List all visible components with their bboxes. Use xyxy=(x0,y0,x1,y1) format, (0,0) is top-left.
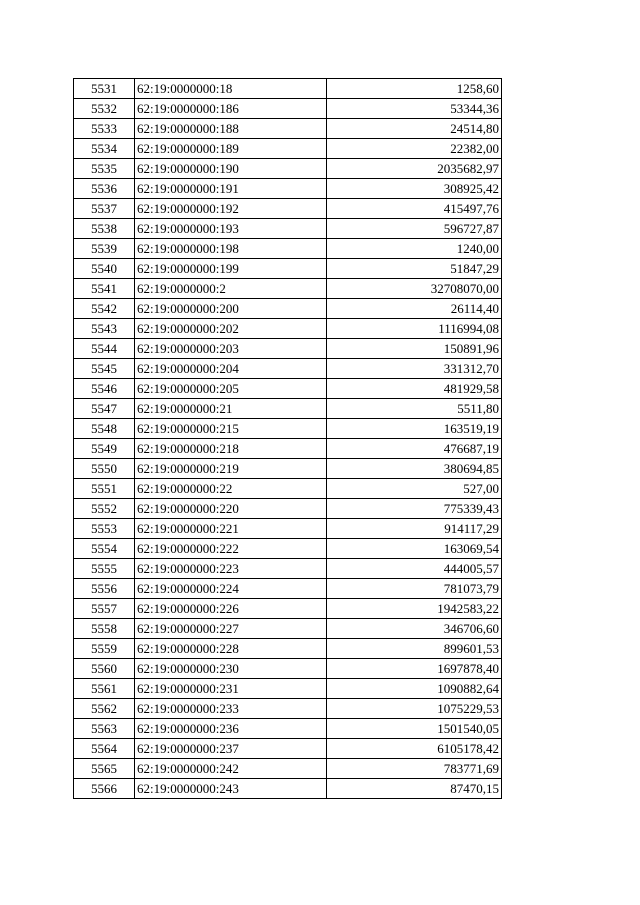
cadastral-number: 62:19:0000000:193 xyxy=(135,219,327,239)
cadastral-number: 62:19:0000000:188 xyxy=(135,119,327,139)
table-row xyxy=(74,539,502,559)
row-number: 5541 xyxy=(74,279,135,299)
cadastral-value: 783771,69 xyxy=(327,759,502,779)
row-number: 5539 xyxy=(74,239,135,259)
cadastral-value: 22382,00 xyxy=(327,139,502,159)
cadastral-number: 62:19:0000000:204 xyxy=(135,359,327,379)
table-row xyxy=(74,119,502,139)
table-row xyxy=(74,499,502,519)
table-row xyxy=(74,279,502,299)
cadastral-number: 62:19:0000000:221 xyxy=(135,519,327,539)
cadastral-value: 26114,40 xyxy=(327,299,502,319)
cadastral-number: 62:19:0000000:186 xyxy=(135,99,327,119)
table-row xyxy=(74,319,502,339)
cadastral-number: 62:19:0000000:202 xyxy=(135,319,327,339)
table-row xyxy=(74,719,502,739)
row-number: 5549 xyxy=(74,439,135,459)
cadastral-number: 62:19:0000000:242 xyxy=(135,759,327,779)
row-number: 5552 xyxy=(74,499,135,519)
table-row xyxy=(74,559,502,579)
cadastral-value: 32708070,00 xyxy=(327,279,502,299)
row-number: 5532 xyxy=(74,99,135,119)
row-number: 5550 xyxy=(74,459,135,479)
cadastral-number: 62:19:0000000:215 xyxy=(135,419,327,439)
cadastral-number: 62:19:0000000:191 xyxy=(135,179,327,199)
cadastral-number: 62:19:0000000:236 xyxy=(135,719,327,739)
table-row xyxy=(74,79,502,99)
cadastral-value: 308925,42 xyxy=(327,179,502,199)
cadastral-value: 914117,29 xyxy=(327,519,502,539)
table-row xyxy=(74,639,502,659)
cadastral-value: 51847,29 xyxy=(327,259,502,279)
row-number: 5531 xyxy=(74,79,135,99)
table-row xyxy=(74,479,502,499)
cadastral-number: 62:19:0000000:230 xyxy=(135,659,327,679)
row-number: 5536 xyxy=(74,179,135,199)
cadastral-value: 415497,76 xyxy=(327,199,502,219)
row-number: 5558 xyxy=(74,619,135,639)
cadastral-value: 1090882,64 xyxy=(327,679,502,699)
table-row xyxy=(74,179,502,199)
cadastral-number: 62:19:0000000:205 xyxy=(135,379,327,399)
cadastral-number: 62:19:0000000:21 xyxy=(135,399,327,419)
cadastral-number: 62:19:0000000:190 xyxy=(135,159,327,179)
cadastral-value: 5511,80 xyxy=(327,399,502,419)
row-number: 5533 xyxy=(74,119,135,139)
table-row xyxy=(74,199,502,219)
cadastral-number: 62:19:0000000:2 xyxy=(135,279,327,299)
row-number: 5557 xyxy=(74,599,135,619)
table-row xyxy=(74,219,502,239)
table-row xyxy=(74,739,502,759)
cadastral-value: 346706,60 xyxy=(327,619,502,639)
cadastral-value: 150891,96 xyxy=(327,339,502,359)
row-number: 5542 xyxy=(74,299,135,319)
cadastral-value-table xyxy=(73,78,502,799)
cadastral-value: 444005,57 xyxy=(327,559,502,579)
table-row xyxy=(74,759,502,779)
row-number: 5545 xyxy=(74,359,135,379)
row-number: 5554 xyxy=(74,539,135,559)
cadastral-value: 24514,80 xyxy=(327,119,502,139)
cadastral-number: 62:19:0000000:228 xyxy=(135,639,327,659)
cadastral-value: 1116994,08 xyxy=(327,319,502,339)
table-row xyxy=(74,439,502,459)
cadastral-value: 527,00 xyxy=(327,479,502,499)
table-row xyxy=(74,419,502,439)
row-number: 5555 xyxy=(74,559,135,579)
row-number: 5535 xyxy=(74,159,135,179)
table-row xyxy=(74,299,502,319)
cadastral-number: 62:19:0000000:222 xyxy=(135,539,327,559)
table-row xyxy=(74,99,502,119)
row-number: 5543 xyxy=(74,319,135,339)
row-number: 5556 xyxy=(74,579,135,599)
table-row xyxy=(74,339,502,359)
cadastral-value: 163069,54 xyxy=(327,539,502,559)
row-number: 5538 xyxy=(74,219,135,239)
cadastral-number: 62:19:0000000:226 xyxy=(135,599,327,619)
row-number: 5548 xyxy=(74,419,135,439)
row-number: 5544 xyxy=(74,339,135,359)
cadastral-value: 380694,85 xyxy=(327,459,502,479)
table-row xyxy=(74,259,502,279)
cadastral-value: 1942583,22 xyxy=(327,599,502,619)
cadastral-number: 62:19:0000000:22 xyxy=(135,479,327,499)
table-row xyxy=(74,359,502,379)
row-number: 5559 xyxy=(74,639,135,659)
table-row xyxy=(74,459,502,479)
cadastral-number: 62:19:0000000:233 xyxy=(135,699,327,719)
row-number: 5547 xyxy=(74,399,135,419)
cadastral-value: 481929,58 xyxy=(327,379,502,399)
table-row xyxy=(74,599,502,619)
row-number: 5551 xyxy=(74,479,135,499)
table-row xyxy=(74,399,502,419)
cadastral-number: 62:19:0000000:219 xyxy=(135,459,327,479)
cadastral-value: 476687,19 xyxy=(327,439,502,459)
cadastral-number: 62:19:0000000:231 xyxy=(135,679,327,699)
cadastral-number: 62:19:0000000:224 xyxy=(135,579,327,599)
row-number: 5537 xyxy=(74,199,135,219)
cadastral-number: 62:19:0000000:227 xyxy=(135,619,327,639)
cadastral-number: 62:19:0000000:189 xyxy=(135,139,327,159)
row-number: 5546 xyxy=(74,379,135,399)
row-number: 5563 xyxy=(74,719,135,739)
table-row xyxy=(74,659,502,679)
cadastral-value: 87470,15 xyxy=(327,779,502,799)
cadastral-number: 62:19:0000000:200 xyxy=(135,299,327,319)
table-row xyxy=(74,579,502,599)
table-row xyxy=(74,139,502,159)
table-row xyxy=(74,379,502,399)
cadastral-number: 62:19:0000000:243 xyxy=(135,779,327,799)
row-number: 5540 xyxy=(74,259,135,279)
cadastral-value: 2035682,97 xyxy=(327,159,502,179)
row-number: 5560 xyxy=(74,659,135,679)
cadastral-number: 62:19:0000000:223 xyxy=(135,559,327,579)
table-row xyxy=(74,699,502,719)
row-number: 5534 xyxy=(74,139,135,159)
cadastral-value: 163519,19 xyxy=(327,419,502,439)
cadastral-number: 62:19:0000000:199 xyxy=(135,259,327,279)
cadastral-value: 1075229,53 xyxy=(327,699,502,719)
table-body xyxy=(74,79,502,799)
table-row xyxy=(74,619,502,639)
row-number: 5561 xyxy=(74,679,135,699)
row-number: 5553 xyxy=(74,519,135,539)
cadastral-value: 1697878,40 xyxy=(327,659,502,679)
cadastral-number: 62:19:0000000:237 xyxy=(135,739,327,759)
cadastral-value: 53344,36 xyxy=(327,99,502,119)
cadastral-number: 62:19:0000000:203 xyxy=(135,339,327,359)
cadastral-value: 6105178,42 xyxy=(327,739,502,759)
cadastral-value: 899601,53 xyxy=(327,639,502,659)
row-number: 5565 xyxy=(74,759,135,779)
table-row xyxy=(74,679,502,699)
cadastral-number: 62:19:0000000:218 xyxy=(135,439,327,459)
table-row xyxy=(74,779,502,799)
cadastral-value: 1258,60 xyxy=(327,79,502,99)
cadastral-value: 1240,00 xyxy=(327,239,502,259)
table-row xyxy=(74,239,502,259)
row-number: 5562 xyxy=(74,699,135,719)
cadastral-number: 62:19:0000000:18 xyxy=(135,79,327,99)
cadastral-number: 62:19:0000000:198 xyxy=(135,239,327,259)
table-row xyxy=(74,519,502,539)
row-number: 5566 xyxy=(74,779,135,799)
cadastral-value: 775339,43 xyxy=(327,499,502,519)
cadastral-number: 62:19:0000000:192 xyxy=(135,199,327,219)
table-row xyxy=(74,159,502,179)
cadastral-value: 1501540,05 xyxy=(327,719,502,739)
cadastral-value: 331312,70 xyxy=(327,359,502,379)
cadastral-value: 596727,87 xyxy=(327,219,502,239)
row-number: 5564 xyxy=(74,739,135,759)
cadastral-number: 62:19:0000000:220 xyxy=(135,499,327,519)
cadastral-value: 781073,79 xyxy=(327,579,502,599)
